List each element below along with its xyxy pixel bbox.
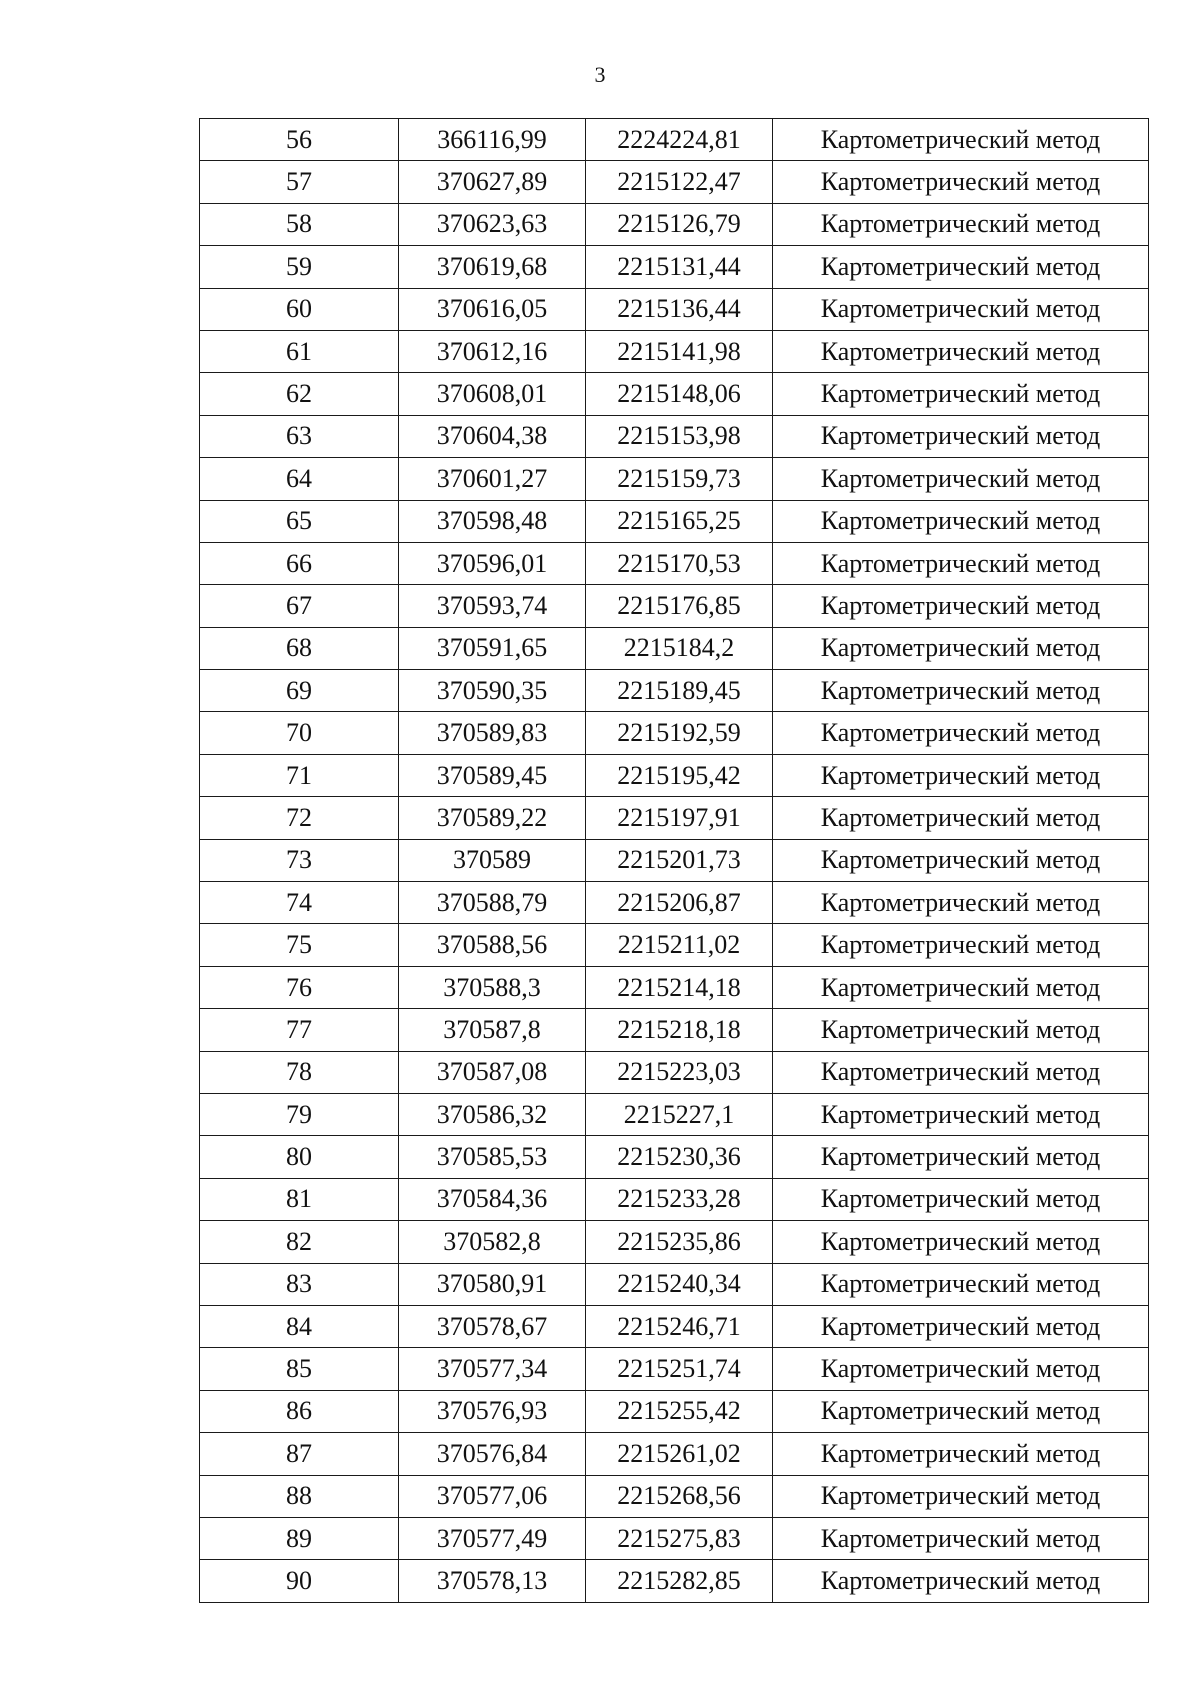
- x-coordinate-cell: 370616,05: [399, 288, 586, 330]
- x-coordinate-cell: 370619,68: [399, 246, 586, 288]
- method-cell: Картометрический метод: [773, 1051, 1149, 1093]
- table-row: [200, 1475, 1149, 1517]
- point-number-cell: 70: [200, 712, 399, 754]
- y-coordinate-cell: 2224224,81: [586, 119, 773, 161]
- point-number-cell: 60: [200, 288, 399, 330]
- method-cell: Картометрический метод: [773, 246, 1149, 288]
- x-coordinate-cell: 370588,3: [399, 966, 586, 1008]
- table-row: [200, 1009, 1149, 1051]
- method-cell: Картометрический метод: [773, 500, 1149, 542]
- y-coordinate-cell: 2215251,74: [586, 1348, 773, 1390]
- y-coordinate-cell: 2215275,83: [586, 1517, 773, 1559]
- point-number-cell: 63: [200, 415, 399, 457]
- point-number-cell: 82: [200, 1221, 399, 1263]
- point-number-cell: 67: [200, 585, 399, 627]
- x-coordinate-cell: 370580,91: [399, 1263, 586, 1305]
- x-coordinate-cell: 370577,49: [399, 1517, 586, 1559]
- method-cell: Картометрический метод: [773, 1009, 1149, 1051]
- table-row: [200, 1051, 1149, 1093]
- method-cell: Картометрический метод: [773, 839, 1149, 881]
- point-number-cell: 58: [200, 203, 399, 245]
- x-coordinate-cell: 370585,53: [399, 1136, 586, 1178]
- point-number-cell: 84: [200, 1305, 399, 1347]
- table-row: [200, 1305, 1149, 1347]
- point-number-cell: 68: [200, 627, 399, 669]
- method-cell: Картометрический метод: [773, 203, 1149, 245]
- table-row: [200, 585, 1149, 627]
- point-number-cell: 66: [200, 542, 399, 584]
- table-row: [200, 330, 1149, 372]
- table-row: [200, 924, 1149, 966]
- page-number: 3: [594, 62, 606, 87]
- y-coordinate-cell: 2215170,53: [586, 542, 773, 584]
- y-coordinate-cell: 2215126,79: [586, 203, 773, 245]
- x-coordinate-cell: 370623,63: [399, 203, 586, 245]
- x-coordinate-cell: 370608,01: [399, 373, 586, 415]
- method-cell: Картометрический метод: [773, 288, 1149, 330]
- method-cell: Картометрический метод: [773, 627, 1149, 669]
- method-cell: Картометрический метод: [773, 754, 1149, 796]
- table-row: [200, 161, 1149, 203]
- method-cell: Картометрический метод: [773, 585, 1149, 627]
- point-number-cell: 81: [200, 1178, 399, 1220]
- x-coordinate-cell: 370589,83: [399, 712, 586, 754]
- table-row: [200, 458, 1149, 500]
- method-cell: Картометрический метод: [773, 882, 1149, 924]
- y-coordinate-cell: 2215230,36: [586, 1136, 773, 1178]
- y-coordinate-cell: 2215261,02: [586, 1433, 773, 1475]
- method-cell: Картометрический метод: [773, 1433, 1149, 1475]
- method-cell: Картометрический метод: [773, 458, 1149, 500]
- method-cell: Картометрический метод: [773, 670, 1149, 712]
- table-row: [200, 627, 1149, 669]
- table-row: [200, 1517, 1149, 1559]
- y-coordinate-cell: 2215141,98: [586, 330, 773, 372]
- table-row: [200, 288, 1149, 330]
- table-row: [200, 797, 1149, 839]
- point-number-cell: 57: [200, 161, 399, 203]
- x-coordinate-cell: 370587,8: [399, 1009, 586, 1051]
- x-coordinate-cell: 370587,08: [399, 1051, 586, 1093]
- table-row: [200, 1433, 1149, 1475]
- point-number-cell: 64: [200, 458, 399, 500]
- method-cell: Картометрический метод: [773, 1221, 1149, 1263]
- method-cell: Картометрический метод: [773, 1263, 1149, 1305]
- point-number-cell: 78: [200, 1051, 399, 1093]
- point-number-cell: 56: [200, 119, 399, 161]
- y-coordinate-cell: 2215201,73: [586, 839, 773, 881]
- point-number-cell: 90: [200, 1560, 399, 1602]
- x-coordinate-cell: 370589,22: [399, 797, 586, 839]
- point-number-cell: 65: [200, 500, 399, 542]
- x-coordinate-cell: 370593,74: [399, 585, 586, 627]
- point-number-cell: 61: [200, 330, 399, 372]
- method-cell: Картометрический метод: [773, 161, 1149, 203]
- point-number-cell: 71: [200, 754, 399, 796]
- table-row: [200, 1093, 1149, 1135]
- x-coordinate-cell: 370577,34: [399, 1348, 586, 1390]
- x-coordinate-cell: 366116,99: [399, 119, 586, 161]
- point-number-cell: 73: [200, 839, 399, 881]
- x-coordinate-cell: 370577,06: [399, 1475, 586, 1517]
- x-coordinate-cell: 370591,65: [399, 627, 586, 669]
- method-cell: Картометрический метод: [773, 1560, 1149, 1602]
- y-coordinate-cell: 2215192,59: [586, 712, 773, 754]
- y-coordinate-cell: 2215184,2: [586, 627, 773, 669]
- x-coordinate-cell: 370601,27: [399, 458, 586, 500]
- table-row: [200, 415, 1149, 457]
- point-number-cell: 83: [200, 1263, 399, 1305]
- method-cell: Картометрический метод: [773, 1348, 1149, 1390]
- table-row: [200, 1263, 1149, 1305]
- y-coordinate-cell: 2215240,34: [586, 1263, 773, 1305]
- method-cell: Картометрический метод: [773, 1390, 1149, 1432]
- y-coordinate-cell: 2215122,47: [586, 161, 773, 203]
- y-coordinate-cell: 2215214,18: [586, 966, 773, 1008]
- x-coordinate-cell: 370598,48: [399, 500, 586, 542]
- y-coordinate-cell: 2215218,18: [586, 1009, 773, 1051]
- y-coordinate-cell: 2215189,45: [586, 670, 773, 712]
- table-row: [200, 1348, 1149, 1390]
- method-cell: Картометрический метод: [773, 1178, 1149, 1220]
- table-row: [200, 1390, 1149, 1432]
- x-coordinate-cell: 370589: [399, 839, 586, 881]
- x-coordinate-cell: 370576,84: [399, 1433, 586, 1475]
- coordinates-table: [199, 118, 1149, 1603]
- method-cell: Картометрический метод: [773, 1136, 1149, 1178]
- point-number-cell: 59: [200, 246, 399, 288]
- table-row: [200, 839, 1149, 881]
- y-coordinate-cell: 2215246,71: [586, 1305, 773, 1347]
- point-number-cell: 62: [200, 373, 399, 415]
- point-number-cell: 75: [200, 924, 399, 966]
- point-number-cell: 69: [200, 670, 399, 712]
- x-coordinate-cell: 370576,93: [399, 1390, 586, 1432]
- x-coordinate-cell: 370590,35: [399, 670, 586, 712]
- point-number-cell: 86: [200, 1390, 399, 1432]
- method-cell: Картометрический метод: [773, 119, 1149, 161]
- table-row: [200, 754, 1149, 796]
- point-number-cell: 72: [200, 797, 399, 839]
- table-row: [200, 882, 1149, 924]
- y-coordinate-cell: 2215197,91: [586, 797, 773, 839]
- y-coordinate-cell: 2215211,02: [586, 924, 773, 966]
- method-cell: Картометрический метод: [773, 1517, 1149, 1559]
- x-coordinate-cell: 370596,01: [399, 542, 586, 584]
- x-coordinate-cell: 370586,32: [399, 1093, 586, 1135]
- y-coordinate-cell: 2215159,73: [586, 458, 773, 500]
- table-row: [200, 670, 1149, 712]
- x-coordinate-cell: 370578,67: [399, 1305, 586, 1347]
- method-cell: Картометрический метод: [773, 966, 1149, 1008]
- point-number-cell: 79: [200, 1093, 399, 1135]
- y-coordinate-cell: 2215227,1: [586, 1093, 773, 1135]
- table-row: [200, 542, 1149, 584]
- y-coordinate-cell: 2215131,44: [586, 246, 773, 288]
- point-number-cell: 80: [200, 1136, 399, 1178]
- method-cell: Картометрический метод: [773, 797, 1149, 839]
- y-coordinate-cell: 2215282,85: [586, 1560, 773, 1602]
- coordinates-table-body: [200, 119, 1149, 1603]
- y-coordinate-cell: 2215206,87: [586, 882, 773, 924]
- y-coordinate-cell: 2215148,06: [586, 373, 773, 415]
- point-number-cell: 85: [200, 1348, 399, 1390]
- x-coordinate-cell: 370627,89: [399, 161, 586, 203]
- y-coordinate-cell: 2215255,42: [586, 1390, 773, 1432]
- table-row: [200, 966, 1149, 1008]
- table-row: [200, 246, 1149, 288]
- y-coordinate-cell: 2215153,98: [586, 415, 773, 457]
- table-row: [200, 203, 1149, 245]
- table-row: [200, 119, 1149, 161]
- table-row: [200, 373, 1149, 415]
- y-coordinate-cell: 2215233,28: [586, 1178, 773, 1220]
- point-number-cell: 87: [200, 1433, 399, 1475]
- table-row: [200, 1136, 1149, 1178]
- table-row: [200, 1560, 1149, 1602]
- method-cell: Картометрический метод: [773, 415, 1149, 457]
- table-row: [200, 500, 1149, 542]
- x-coordinate-cell: 370589,45: [399, 754, 586, 796]
- table-row: [200, 712, 1149, 754]
- y-coordinate-cell: 2215136,44: [586, 288, 773, 330]
- y-coordinate-cell: 2215268,56: [586, 1475, 773, 1517]
- method-cell: Картометрический метод: [773, 924, 1149, 966]
- method-cell: Картометрический метод: [773, 712, 1149, 754]
- x-coordinate-cell: 370604,38: [399, 415, 586, 457]
- point-number-cell: 89: [200, 1517, 399, 1559]
- x-coordinate-cell: 370584,36: [399, 1178, 586, 1220]
- table-row: [200, 1221, 1149, 1263]
- x-coordinate-cell: 370582,8: [399, 1221, 586, 1263]
- method-cell: Картометрический метод: [773, 542, 1149, 584]
- point-number-cell: 88: [200, 1475, 399, 1517]
- y-coordinate-cell: 2215176,85: [586, 585, 773, 627]
- x-coordinate-cell: 370588,79: [399, 882, 586, 924]
- table-row: [200, 1178, 1149, 1220]
- point-number-cell: 77: [200, 1009, 399, 1051]
- method-cell: Картометрический метод: [773, 373, 1149, 415]
- method-cell: Картометрический метод: [773, 330, 1149, 372]
- method-cell: Картометрический метод: [773, 1093, 1149, 1135]
- method-cell: Картометрический метод: [773, 1305, 1149, 1347]
- y-coordinate-cell: 2215195,42: [586, 754, 773, 796]
- y-coordinate-cell: 2215235,86: [586, 1221, 773, 1263]
- y-coordinate-cell: 2215223,03: [586, 1051, 773, 1093]
- x-coordinate-cell: 370578,13: [399, 1560, 586, 1602]
- x-coordinate-cell: 370588,56: [399, 924, 586, 966]
- method-cell: Картометрический метод: [773, 1475, 1149, 1517]
- y-coordinate-cell: 2215165,25: [586, 500, 773, 542]
- point-number-cell: 76: [200, 966, 399, 1008]
- x-coordinate-cell: 370612,16: [399, 330, 586, 372]
- point-number-cell: 74: [200, 882, 399, 924]
